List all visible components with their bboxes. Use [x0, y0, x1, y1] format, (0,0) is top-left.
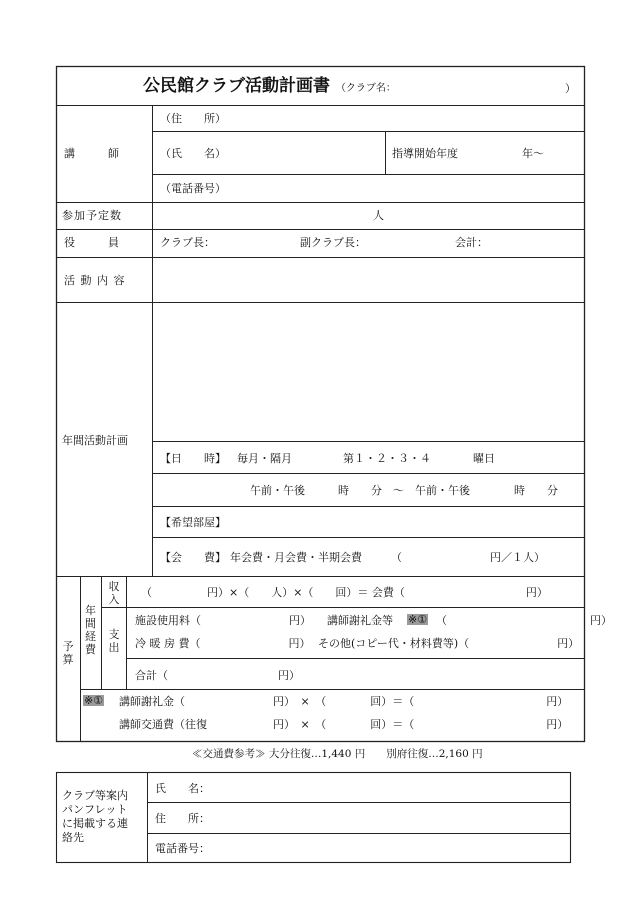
note-mark-badge: ※①: [408, 613, 428, 626]
room-field[interactable]: [230, 508, 580, 536]
income-label: 収入: [108, 580, 120, 606]
participants-label: 参加予定数: [62, 209, 122, 222]
fee-label: 【会 費】: [160, 551, 226, 564]
officers-label: 役 員: [64, 236, 119, 249]
start-year-field[interactable]: 年〜: [522, 147, 544, 160]
activity-label: 活 動 内 容: [64, 274, 126, 287]
expense-label: 支出: [108, 628, 120, 654]
weekday-field[interactable]: 曜日: [473, 452, 495, 465]
club-name-close: ）: [565, 82, 576, 95]
heating-cost-field[interactable]: 冷 暖 房 費（ 円）: [135, 637, 311, 650]
treasurer-field[interactable]: 会計：: [455, 236, 488, 249]
instructor-name-field[interactable]: （氏 名）: [160, 147, 226, 160]
contact-label-line-3: に掲載する連: [62, 817, 128, 830]
budget-label: 予算: [62, 640, 74, 666]
instructor-fee-field[interactable]: （ 円）: [436, 614, 612, 627]
participants-field[interactable]: 人: [373, 209, 384, 222]
frequency-options[interactable]: 毎月・隔月: [237, 452, 292, 465]
contact-label-line-4: 絡先: [62, 831, 84, 844]
transport-note: ≪交通費参考≫ 大分往復…1,440 円 別府往復…2,160 円: [192, 748, 483, 760]
income-formula-field[interactable]: （ 円）×（ 人）×（ 回）＝ 会費（ 円）: [141, 586, 548, 599]
instructor-address-field[interactable]: （住 所）: [160, 112, 226, 125]
club-name-label: （クラブ名：: [335, 83, 396, 94]
activity-content-field[interactable]: [153, 258, 584, 302]
contact-label: [62, 789, 128, 845]
room-label: 【希望部屋】: [160, 516, 226, 529]
time-range-field[interactable]: 午前・午後 時 分 〜 午前・午後 時 分: [250, 484, 558, 497]
instructor-label: 講 師: [64, 147, 119, 160]
total-field[interactable]: 合計（ 円）: [135, 669, 300, 682]
annual-plan-field[interactable]: [153, 303, 584, 441]
annual-cost-label: 年間経費: [85, 604, 96, 656]
fee-amount-field[interactable]: （ 円／１人）: [391, 551, 545, 564]
club-leader-field[interactable]: クラブ長：: [160, 236, 215, 249]
contact-box-border: [57, 773, 571, 863]
club-name-input[interactable]: [410, 70, 560, 100]
form-title: [143, 78, 396, 95]
instructor-fee-label: 講師謝礼金等: [327, 614, 393, 627]
other-costs-field[interactable]: その他(コピー代・材料費等)（ 円）: [318, 637, 580, 650]
transport-formula-field[interactable]: 講師交通費（往復 円） × （ 回）＝（ 円）: [119, 718, 569, 731]
note-mark-badge-2: ※①: [84, 694, 104, 707]
facility-fee-field[interactable]: 施設使用料（ 円）: [135, 614, 311, 627]
start-year-label: 指導開始年度: [392, 147, 458, 160]
fee-type-options[interactable]: 年会費・月会費・半期会費: [230, 551, 362, 564]
honorarium-formula-field[interactable]: 講師謝礼金（ 円） × （ 回）＝（ 円）: [119, 695, 569, 708]
schedule-label: 【日 時】: [160, 452, 226, 465]
contact-label-line-2: パンフレット: [62, 803, 128, 816]
contact-address-field[interactable]: 住 所：: [155, 812, 210, 825]
week-options[interactable]: 第１・２・３・４: [343, 452, 431, 465]
vice-leader-field[interactable]: 副クラブ長：: [300, 236, 366, 249]
annual-plan-label: 年間活動計画: [62, 434, 128, 447]
contact-phone-field[interactable]: 電話番号：: [155, 842, 210, 855]
contact-name-field[interactable]: 氏 名：: [155, 782, 210, 795]
form-title-text: 公民館クラブ活動計画書: [143, 76, 330, 96]
contact-label-line-1: クラブ等案内: [62, 789, 128, 802]
instructor-phone-field[interactable]: （電話番号）: [160, 182, 226, 195]
